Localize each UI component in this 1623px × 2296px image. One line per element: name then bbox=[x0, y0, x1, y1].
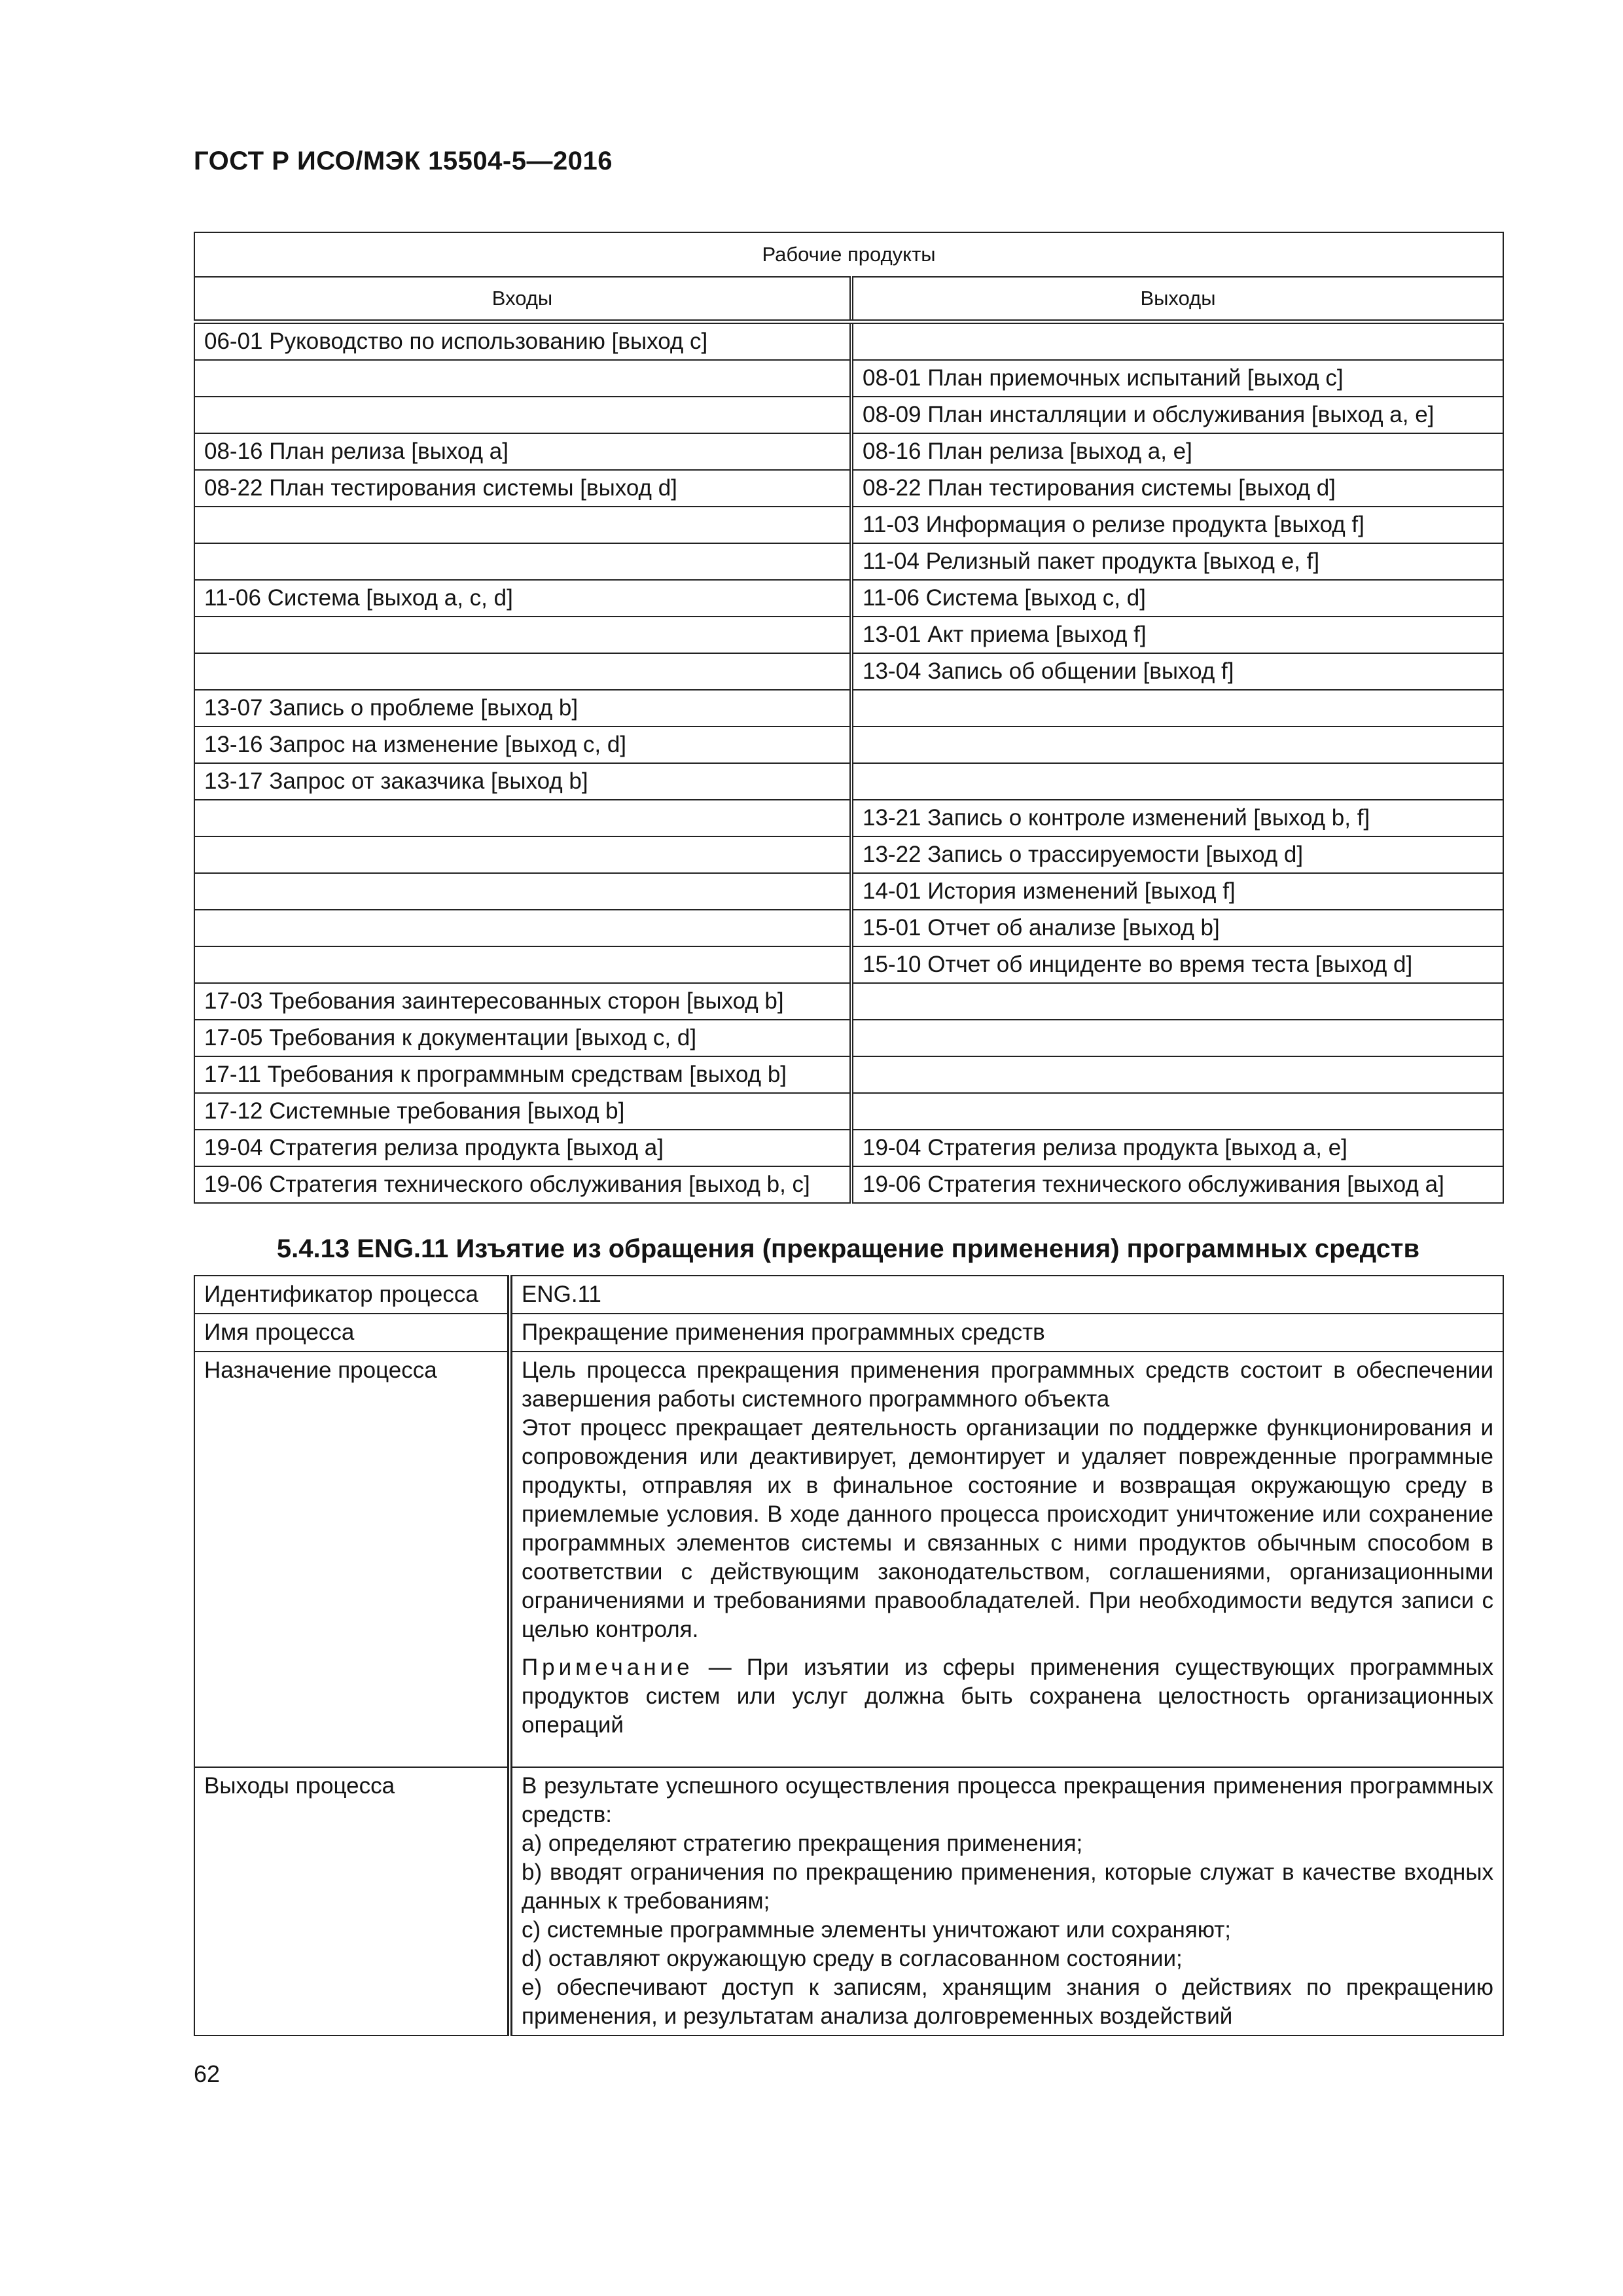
output-cell: 13-21 Запись о контроле изменений [выход b, f] bbox=[851, 800, 1503, 836]
work-product-row bbox=[194, 690, 1503, 726]
output-cell bbox=[851, 1093, 1503, 1130]
purpose-note bbox=[522, 1653, 1493, 1740]
work-product-row bbox=[194, 763, 1503, 800]
output-item-a: a) определяют стратегию прекращения применения; bbox=[522, 1831, 1083, 1856]
input-cell bbox=[194, 360, 851, 397]
work-product-row bbox=[194, 1166, 1503, 1203]
output-item-e: e) обеспечивают доступ к записям, хранящим знания о действиях по прекращению применения, и результатам анализа долговременных воздействий bbox=[522, 1975, 1493, 2029]
process-outputs-row bbox=[194, 1767, 1503, 2036]
process-outputs-cell bbox=[510, 1767, 1503, 2036]
note-label: Примечание bbox=[522, 1655, 694, 1680]
process-name-label: Имя процесса bbox=[194, 1314, 510, 1352]
work-product-row bbox=[194, 360, 1503, 397]
output-cell: 11-06 Система [выход c, d] bbox=[851, 580, 1503, 617]
input-cell: 17-03 Требования заинтересованных сторон [выход b] bbox=[194, 983, 851, 1020]
input-cell: 13-17 Запрос от заказчика [выход b] bbox=[194, 763, 851, 800]
work-product-row bbox=[194, 653, 1503, 690]
work-product-row bbox=[194, 726, 1503, 763]
work-product-row bbox=[194, 397, 1503, 433]
outputs-column-header: Выходы bbox=[851, 277, 1503, 321]
input-cell: 17-11 Требования к программным средствам [выход b] bbox=[194, 1056, 851, 1093]
output-cell: 08-09 План инсталляции и обслуживания [выход a, e] bbox=[851, 397, 1503, 433]
output-cell bbox=[851, 1020, 1503, 1056]
input-cell: 11-06 Система [выход a, c, d] bbox=[194, 580, 851, 617]
work-product-row bbox=[194, 507, 1503, 543]
input-cell: 08-22 План тестирования системы [выход d] bbox=[194, 470, 851, 507]
output-item-b: b) вводят ограничения по прекращению применения, которые служат в качестве входных данных к требованиям; bbox=[522, 1859, 1493, 1914]
input-cell: 06-01 Руководство по использованию [выход c] bbox=[194, 321, 851, 360]
output-cell: 14-01 История изменений [выход f] bbox=[851, 873, 1503, 910]
work-product-row bbox=[194, 580, 1503, 617]
work-product-row bbox=[194, 433, 1503, 470]
inputs-column-header: Входы bbox=[194, 277, 851, 321]
input-cell bbox=[194, 507, 851, 543]
work-product-row bbox=[194, 470, 1503, 507]
input-cell: 13-07 Запись о проблеме [выход b] bbox=[194, 690, 851, 726]
output-cell: 19-06 Стратегия технического обслуживания [выход a] bbox=[851, 1166, 1503, 1203]
document-id-header: ГОСТ Р ИСО/МЭК 15504-5—2016 bbox=[194, 147, 613, 175]
input-cell bbox=[194, 910, 851, 946]
process-outputs-label: Выходы процесса bbox=[194, 1767, 510, 2036]
work-product-row bbox=[194, 1093, 1503, 1130]
output-cell: 15-01 Отчет об анализе [выход b] bbox=[851, 910, 1503, 946]
process-purpose-label: Назначение процесса bbox=[194, 1352, 510, 1767]
input-cell: 17-05 Требования к документации [выход c, d] bbox=[194, 1020, 851, 1056]
process-table bbox=[194, 1275, 1504, 2036]
output-cell: 11-04 Релизный пакет продукта [выход e, f] bbox=[851, 543, 1503, 580]
process-id-label: Идентификатор процесса bbox=[194, 1276, 510, 1314]
input-cell bbox=[194, 543, 851, 580]
work-products-table bbox=[194, 232, 1504, 1204]
input-cell: 13-16 Запрос на изменение [выход c, d] bbox=[194, 726, 851, 763]
process-name-row bbox=[194, 1314, 1503, 1352]
output-cell: 08-16 План релиза [выход a, e] bbox=[851, 433, 1503, 470]
output-cell bbox=[851, 763, 1503, 800]
input-cell bbox=[194, 873, 851, 910]
output-cell: 15-10 Отчет об инциденте во время теста [выход d] bbox=[851, 946, 1503, 983]
note-text: — При изъятии из сферы применения существующих программных продуктов систем или услуг должна быть сохранена целостность организационных операций bbox=[522, 1655, 1493, 1738]
process-purpose-row bbox=[194, 1352, 1503, 1767]
work-product-row bbox=[194, 543, 1503, 580]
section-title: 5.4.13 ENG.11 Изъятие из обращения (прекращение применения) программных средств bbox=[276, 1234, 1420, 1263]
output-cell bbox=[851, 726, 1503, 763]
work-product-row bbox=[194, 910, 1503, 946]
input-cell bbox=[194, 800, 851, 836]
output-item-d: d) оставляют окружающую среду в согласованном состоянии; bbox=[522, 1946, 1183, 1971]
output-cell bbox=[851, 690, 1503, 726]
output-cell: 11-03 Информация о релизе продукта [выход f] bbox=[851, 507, 1503, 543]
output-cell: 13-22 Запись о трассируемости [выход d] bbox=[851, 836, 1503, 873]
output-cell: 08-22 План тестирования системы [выход d] bbox=[851, 470, 1503, 507]
input-cell bbox=[194, 946, 851, 983]
work-product-row bbox=[194, 946, 1503, 983]
output-cell bbox=[851, 983, 1503, 1020]
output-cell: 13-01 Акт приема [выход f] bbox=[851, 617, 1503, 653]
purpose-paragraph-1: Цель процесса прекращения применения программных средств состоит в обеспечении завершения работы системного программного объекта bbox=[522, 1357, 1493, 1412]
input-cell: 17-12 Системные требования [выход b] bbox=[194, 1093, 851, 1130]
work-product-row bbox=[194, 800, 1503, 836]
work-product-row bbox=[194, 836, 1503, 873]
output-item-c: c) системные программные элементы уничтожают или сохраняют; bbox=[522, 1917, 1231, 1943]
input-cell bbox=[194, 653, 851, 690]
output-cell: 19-04 Стратегия релиза продукта [выход a, e] bbox=[851, 1130, 1503, 1166]
work-product-row bbox=[194, 617, 1503, 653]
output-cell bbox=[851, 1056, 1503, 1093]
work-product-row bbox=[194, 1020, 1503, 1056]
work-product-row bbox=[194, 873, 1503, 910]
page-number: 62 bbox=[194, 2060, 221, 2087]
input-cell bbox=[194, 836, 851, 873]
process-id-row bbox=[194, 1276, 1503, 1314]
process-name-value: Прекращение применения программных средств bbox=[510, 1314, 1503, 1352]
input-cell bbox=[194, 617, 851, 653]
output-cell bbox=[851, 321, 1503, 360]
work-products-title: Рабочие продукты bbox=[194, 232, 1503, 277]
input-cell: 19-04 Стратегия релиза продукта [выход a] bbox=[194, 1130, 851, 1166]
input-cell: 19-06 Стратегия технического обслуживания [выход b, c] bbox=[194, 1166, 851, 1203]
output-cell: 13-04 Запись об общении [выход f] bbox=[851, 653, 1503, 690]
process-purpose-cell bbox=[510, 1352, 1503, 1767]
input-cell: 08-16 План релиза [выход a] bbox=[194, 433, 851, 470]
work-product-row bbox=[194, 1130, 1503, 1166]
outputs-intro: В результате успешного осуществления процесса прекращения применения программных средств: bbox=[522, 1773, 1493, 1827]
process-id-value: ENG.11 bbox=[510, 1276, 1503, 1314]
purpose-paragraph-2: Этот процесс прекращает деятельность организации по поддержке функционирования и сопровождения или деактивирует, демонтирует и удаляет поврежденные программные продукты, отправляя их в финальное состояние и возвращая окружающую среду в приемлемые условия. В ходе данного процесса происходит уничтожение или сохранение программных элементов системы и связанных с ними продуктов обычным способом в соответствии с действующим законодательством, соглашениями, организационными ограничениями и требованиями правообладателей. При необходимости ведутся записи с целью контроля. bbox=[522, 1415, 1493, 1642]
work-product-row bbox=[194, 983, 1503, 1020]
work-product-row bbox=[194, 1056, 1503, 1093]
output-cell: 08-01 План приемочных испытаний [выход c] bbox=[851, 360, 1503, 397]
input-cell bbox=[194, 397, 851, 433]
work-product-row bbox=[194, 321, 1503, 360]
